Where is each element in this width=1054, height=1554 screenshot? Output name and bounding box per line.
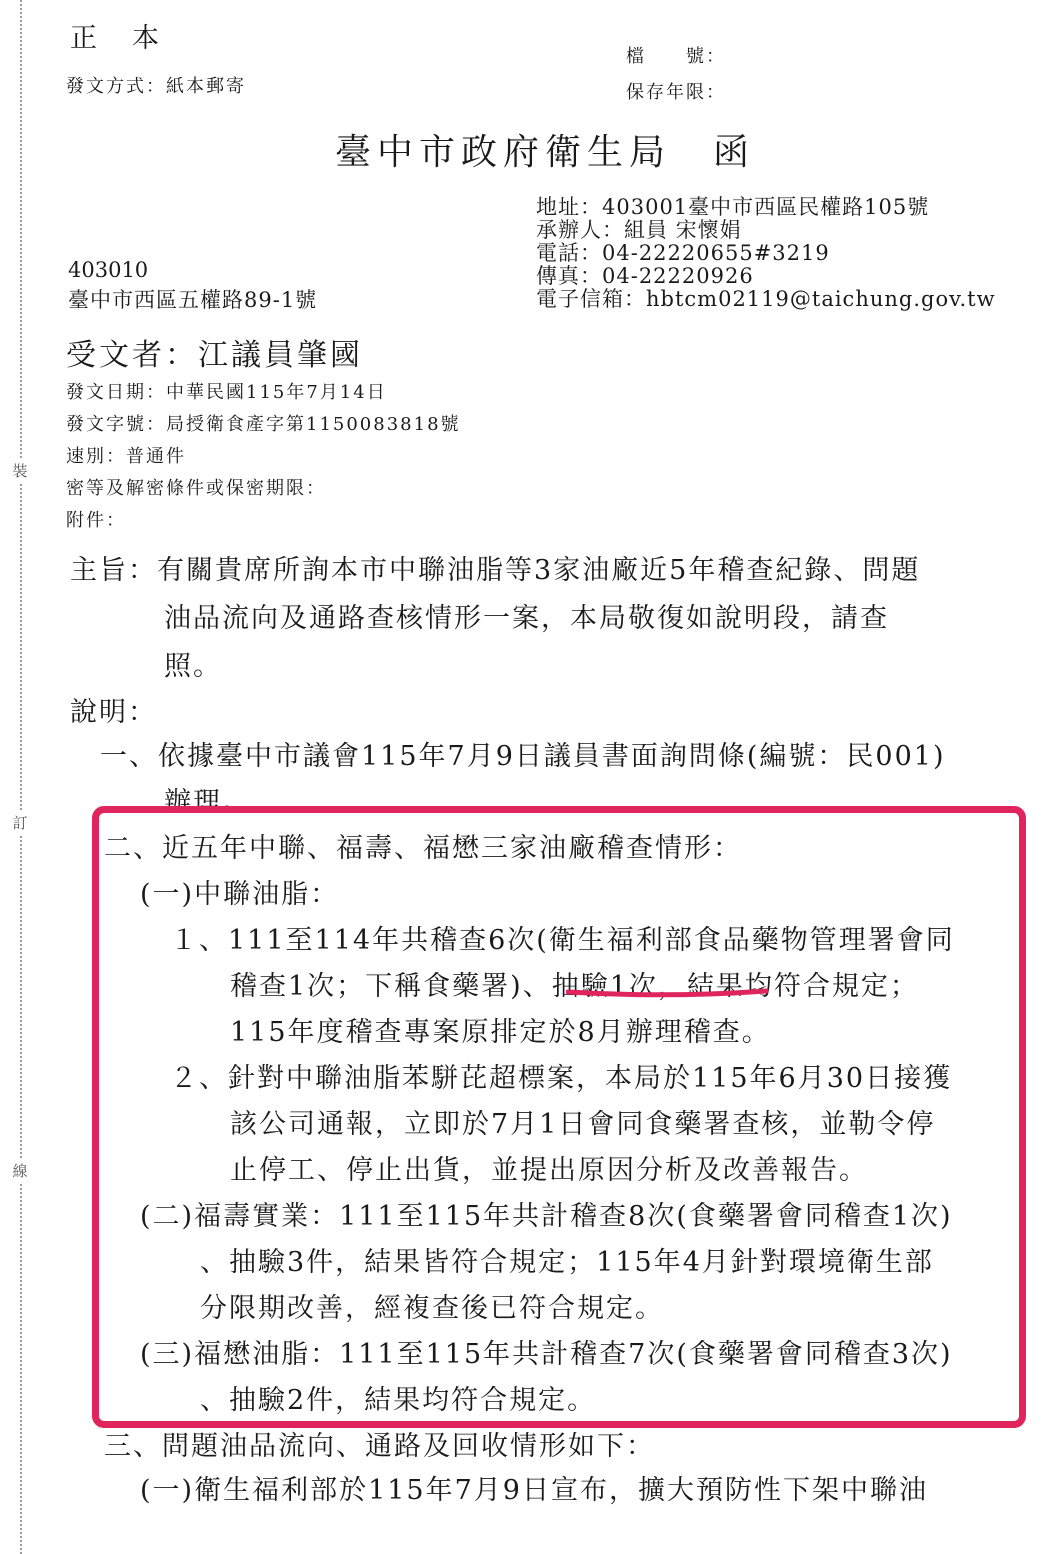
attachment: 附件：: [66, 510, 126, 531]
subject-line-1: 主旨：有關貴席所詢本市中聯油脂等3家油廠近5年稽查紀錄、問題: [70, 555, 921, 586]
item-2b-line-1: (二)福壽實業：111至115年共計稽查8次(食藥署會同稽查1次): [140, 1201, 953, 1232]
item-3-title: 三、問題油品流向、通路及回收情形如下：: [104, 1431, 655, 1462]
binding-mark-ding: 訂: [10, 810, 30, 835]
retention-label: 保存年限：: [626, 82, 726, 103]
item-1-line-2: 辦理。: [164, 787, 251, 818]
item-3a-line-1: (一)衛生福利部於115年7月9日宣布，擴大預防性下架中聯油: [140, 1475, 928, 1506]
recipient-zip: 403010: [68, 258, 149, 282]
handwritten-underline: [566, 986, 770, 998]
recipient: 受文者：江議員肇國: [66, 338, 363, 373]
binding-margin-line: [20, 0, 22, 1554]
speed-category: 速別：普通件: [66, 446, 186, 467]
item-2a-1-line-3: 115年度稽查專案原排定於8月辦理稽查。: [230, 1017, 771, 1048]
contact-block: [536, 196, 996, 311]
contact-handler: 承辦人：組員 宋懷娟: [536, 218, 742, 242]
item-2a-title: (一)中聯油脂：: [140, 879, 340, 910]
item-2b-line-3: 分限期改善，經複查後已符合規定。: [200, 1293, 664, 1324]
binding-mark-zhuang: 裝: [10, 458, 30, 483]
item-2b-line-2: 、抽驗3件，結果皆符合規定；115年4月針對環境衛生部: [200, 1247, 934, 1278]
issue-number: 發文字號：局授衛食產字第1150083818號: [66, 414, 461, 435]
item-2c-line-2: 、抽驗2件，結果均符合規定。: [200, 1385, 597, 1416]
secrecy-level: 密等及解密條件或保密期限：: [66, 478, 326, 499]
binding-mark-xian: 線: [10, 1158, 30, 1183]
item-1-line-1: 一、依據臺中市議會115年7月9日議員書面詢問條(編號：民001): [100, 741, 946, 772]
subject-line-2: 油品流向及通路查核情形一案，本局敬復如說明段，請查: [164, 603, 889, 634]
item-2-title: 二、近五年中聯、福壽、福懋三家油廠稽查情形：: [104, 833, 742, 864]
item-2a-2-line-2: 該公司通報，立即於7月1日會同食藥署查核，並勒令停: [230, 1109, 936, 1140]
item-2a-1-line-2: 稽查1次；下稱食藥署)、抽驗1次，結果均符合規定；: [230, 971, 919, 1002]
subject-line-3: 照。: [164, 651, 222, 682]
document-title: 臺中市政府衛生局 函: [335, 132, 756, 173]
item-2a-2-line-1: ２、針對中聯油脂苯駢芘超標案，本局於115年6月30日接獲: [170, 1063, 953, 1094]
item-2a-2-line-3: 止停工、停止出貨，並提出原因分析及改善報告。: [230, 1155, 868, 1186]
contact-phone: 電話：04-22220655#3219: [536, 241, 830, 265]
item-2a-1-line-1: １、111至114年共稽查6次(衛生福利部食品藥物管理署會同: [170, 925, 955, 956]
send-method: 發文方式：紙本郵寄: [66, 76, 246, 97]
contact-address: 地址：403001臺中市西區民權路105號: [536, 195, 930, 219]
recipient-address: 臺中市西區五權路89-1號: [68, 288, 318, 312]
explanation-label: 說明：: [70, 697, 157, 728]
contact-email: 電子信箱：hbtcm02119@taichung.gov.tw: [536, 287, 996, 311]
item-2c-line-1: (三)福懋油脂：111至115年共計稽查7次(食藥署會同稽查3次): [140, 1339, 953, 1370]
copy-type: 正 本: [70, 23, 163, 54]
issue-date: 發文日期：中華民國115年7月14日: [66, 382, 387, 403]
file-number-label: 檔 號：: [626, 46, 726, 67]
contact-fax: 傳真：04-22220926: [536, 264, 754, 288]
